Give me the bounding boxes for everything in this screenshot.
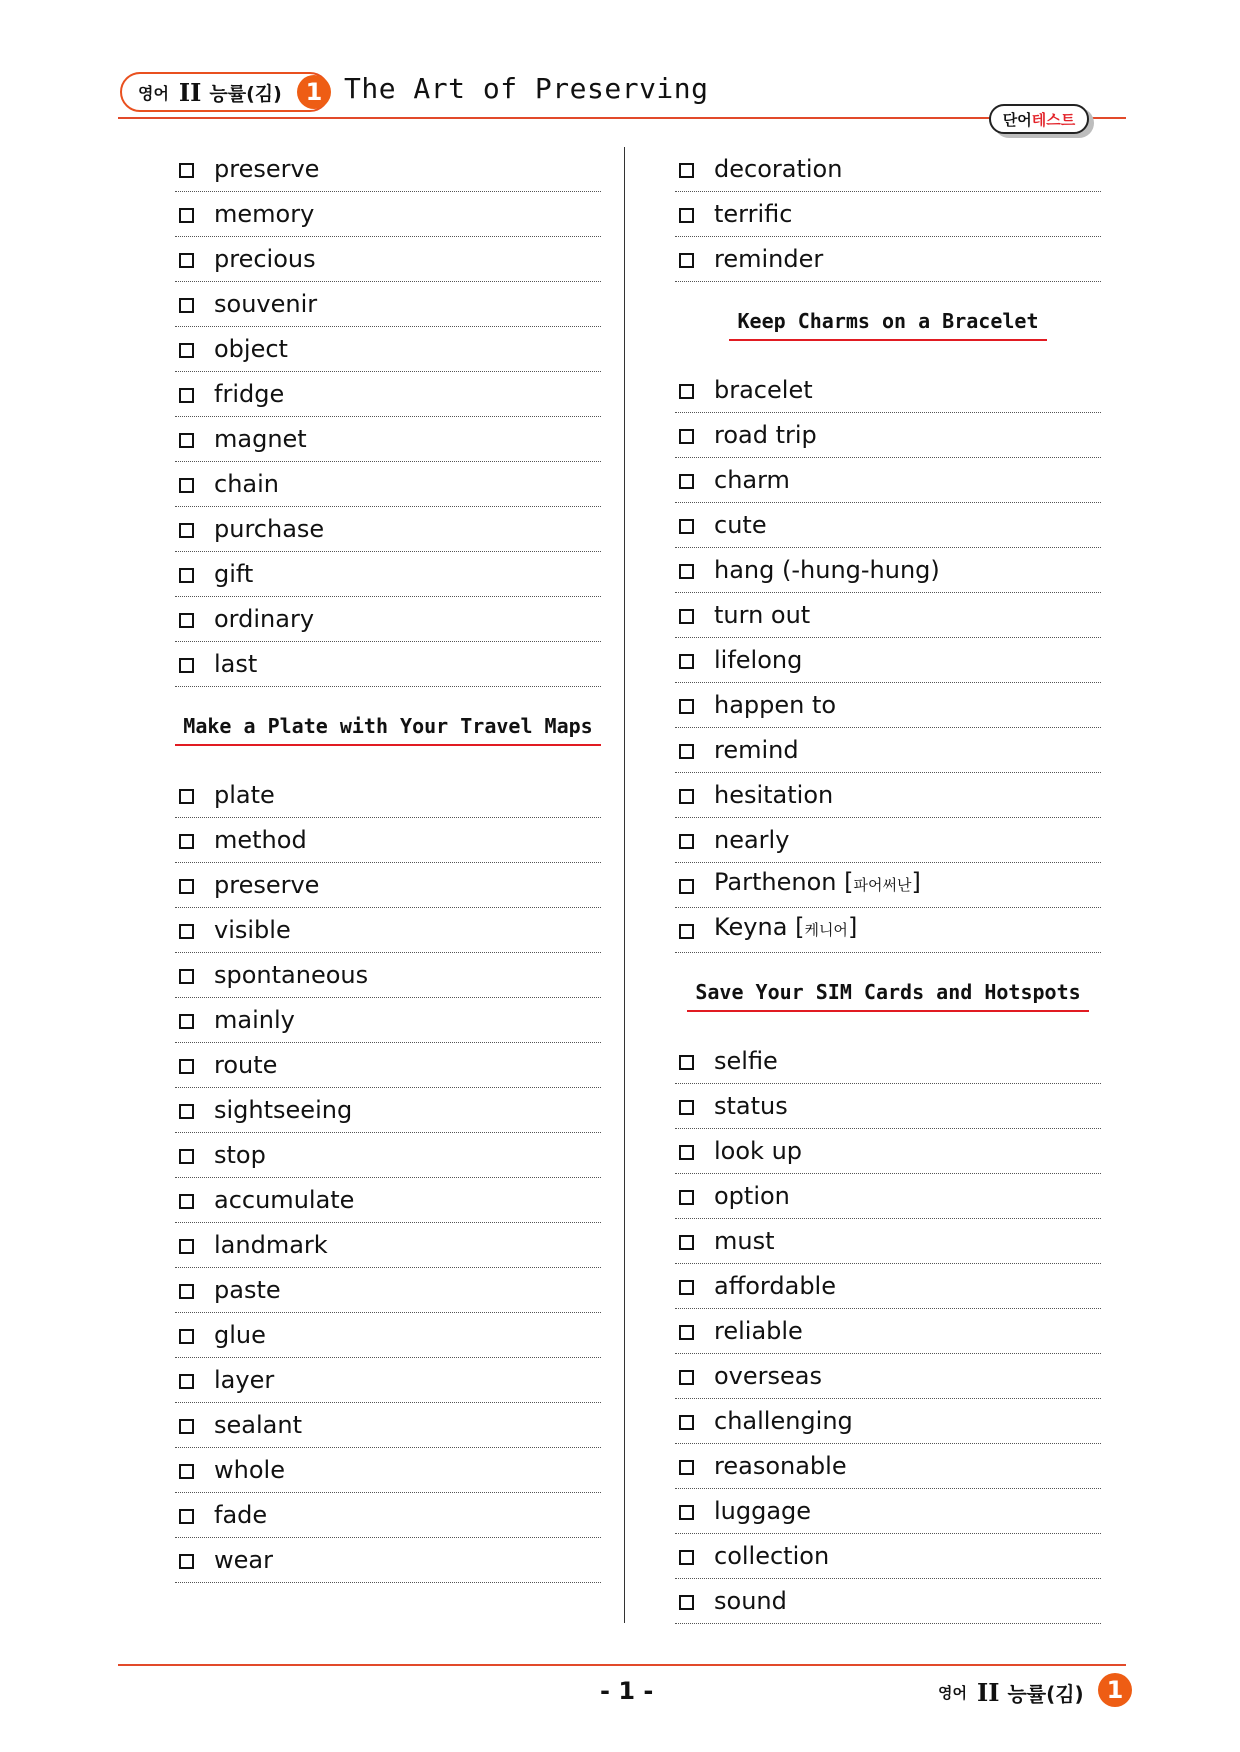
word-row — [675, 1039, 1101, 1084]
checkbox[interactable] — [179, 523, 194, 538]
word-text: sealant — [214, 1411, 302, 1439]
left-word-list-2 — [175, 773, 601, 1583]
checkbox[interactable] — [179, 478, 194, 493]
word-text — [714, 913, 857, 944]
word-text: paste — [214, 1276, 281, 1304]
checkbox[interactable] — [179, 1419, 194, 1434]
pronunciation: 케니어 — [804, 921, 848, 939]
checkbox[interactable] — [179, 658, 194, 673]
word-text: reliable — [714, 1317, 803, 1345]
word-row — [175, 818, 601, 863]
checkbox[interactable] — [679, 1595, 694, 1610]
word-text: sound — [714, 1587, 787, 1615]
word-text: turn out — [714, 601, 811, 629]
checkbox[interactable] — [679, 1550, 694, 1565]
word-row — [675, 1579, 1101, 1624]
word-text: magnet — [214, 425, 307, 453]
checkbox[interactable] — [679, 1100, 694, 1115]
bracket: [ — [844, 868, 854, 896]
word-row — [675, 1534, 1101, 1579]
word-row — [675, 728, 1101, 773]
word-row — [175, 1043, 601, 1088]
word-row — [675, 1264, 1101, 1309]
checkbox[interactable] — [679, 564, 694, 579]
checkbox[interactable] — [679, 1145, 694, 1160]
word-text: plate — [214, 781, 275, 809]
checkbox[interactable] — [679, 1055, 694, 1070]
checkbox[interactable] — [679, 699, 694, 714]
word-row — [675, 1354, 1101, 1399]
word-row — [175, 1268, 601, 1313]
word-text: wear — [214, 1546, 273, 1574]
word-text: preserve — [214, 871, 320, 899]
checkbox[interactable] — [179, 253, 194, 268]
word-row — [675, 1444, 1101, 1489]
word-row — [175, 1088, 601, 1133]
word-row — [175, 998, 601, 1043]
checkbox[interactable] — [179, 613, 194, 628]
right-word-list-2 — [675, 368, 1101, 863]
checkbox[interactable] — [179, 924, 194, 939]
word-text — [714, 868, 921, 899]
footer-subject-roman: II — [976, 1678, 1000, 1707]
word-row — [175, 908, 601, 953]
word-text: ordinary — [214, 605, 315, 633]
footer-subject-small: 영어 — [938, 1684, 967, 1702]
checkbox[interactable] — [179, 1464, 194, 1479]
checkbox[interactable] — [679, 654, 694, 669]
checkbox[interactable] — [679, 1280, 694, 1295]
word-row — [175, 773, 601, 818]
word-text: landmark — [214, 1231, 328, 1259]
word-text: method — [214, 826, 307, 854]
checkbox[interactable] — [679, 474, 694, 489]
word-row — [175, 1133, 601, 1178]
checkbox[interactable] — [179, 1104, 194, 1119]
word-row — [175, 192, 601, 237]
word-text: visible — [214, 916, 291, 944]
word-text: must — [714, 1227, 775, 1255]
word-row — [675, 192, 1101, 237]
word-label: Keyna — [714, 913, 788, 941]
checkbox[interactable] — [179, 969, 194, 984]
word-row — [675, 1174, 1101, 1219]
word-text: mainly — [214, 1006, 295, 1034]
word-row — [675, 1489, 1101, 1534]
word-text: look up — [714, 1137, 803, 1165]
checkbox[interactable] — [679, 1505, 694, 1520]
word-label: Parthenon — [714, 868, 837, 896]
word-test-badge — [989, 104, 1089, 134]
section-heading-bracelet — [675, 282, 1101, 368]
word-row — [675, 683, 1101, 728]
checkbox[interactable] — [179, 1194, 194, 1209]
checkbox[interactable] — [179, 789, 194, 804]
subject-small: 영어 — [138, 83, 169, 103]
checkbox[interactable] — [179, 834, 194, 849]
word-row — [675, 1399, 1101, 1444]
word-row — [675, 458, 1101, 503]
word-text: cute — [714, 511, 767, 539]
word-row — [675, 773, 1101, 818]
checkbox[interactable] — [179, 1059, 194, 1074]
word-row — [675, 413, 1101, 458]
pronunciation: 파어써난 — [853, 876, 912, 894]
word-row — [175, 507, 601, 552]
left-column — [175, 147, 601, 1583]
checkbox[interactable] — [179, 1509, 194, 1524]
word-text: collection — [714, 1542, 830, 1570]
bracket: ] — [847, 913, 858, 941]
word-row — [175, 597, 601, 642]
word-text: spontaneous — [214, 961, 369, 989]
checkbox[interactable] — [179, 879, 194, 894]
word-text: memory — [214, 200, 315, 228]
checkbox[interactable] — [679, 208, 694, 223]
checkbox[interactable] — [179, 433, 194, 448]
word-text: road trip — [714, 421, 817, 449]
word-row — [675, 548, 1101, 593]
checkbox[interactable] — [179, 163, 194, 178]
word-row — [675, 1309, 1101, 1354]
footer-subject — [938, 1678, 1084, 1707]
checkbox[interactable] — [679, 1190, 694, 1205]
word-row — [175, 1313, 601, 1358]
checkbox[interactable] — [679, 834, 694, 849]
word-text: gift — [214, 560, 254, 588]
word-text: souvenir — [214, 290, 318, 318]
word-row — [175, 462, 601, 507]
right-word-list-3 — [675, 1039, 1101, 1624]
word-row — [175, 282, 601, 327]
word-text: reasonable — [714, 1452, 847, 1480]
word-text: status — [714, 1092, 788, 1120]
word-text: stop — [214, 1141, 266, 1169]
bracket: ] — [911, 868, 921, 896]
checkbox[interactable] — [179, 568, 194, 583]
word-text: bracelet — [714, 376, 813, 404]
footer-subject-rest: 능률(김) — [1007, 1682, 1084, 1706]
checkbox[interactable] — [679, 1415, 694, 1430]
word-text: object — [214, 335, 288, 363]
checkbox[interactable] — [179, 208, 194, 223]
word-text: challenging — [714, 1407, 853, 1435]
bracket: [ — [795, 913, 805, 941]
word-row — [175, 642, 601, 687]
word-row — [175, 552, 601, 597]
word-text: hang (-hung-hung) — [714, 556, 940, 584]
word-row — [175, 1223, 601, 1268]
badge-text-red: 테스트 — [1031, 110, 1076, 129]
checkbox[interactable] — [179, 1284, 194, 1299]
word-row — [175, 147, 601, 192]
word-text: terrific — [714, 200, 793, 228]
checkbox[interactable] — [179, 1014, 194, 1029]
checkbox[interactable] — [679, 1325, 694, 1340]
word-row — [175, 863, 601, 908]
word-row — [175, 1493, 601, 1538]
header-rule — [118, 117, 1126, 119]
word-row — [675, 908, 1101, 953]
section-title: Keep Charms on a Bracelet — [729, 309, 1046, 341]
word-row — [675, 1084, 1101, 1129]
word-row — [175, 327, 601, 372]
word-text: overseas — [714, 1362, 822, 1390]
word-text: fade — [214, 1501, 268, 1529]
word-row — [175, 417, 601, 462]
checkbox[interactable] — [179, 1329, 194, 1344]
checkbox[interactable] — [179, 343, 194, 358]
word-row — [675, 1129, 1101, 1174]
checkbox[interactable] — [679, 519, 694, 534]
section-heading-sim-cards — [675, 953, 1101, 1039]
page-title: The Art of Preserving — [344, 72, 709, 105]
right-word-list-1 — [675, 147, 1101, 282]
word-text: reminder — [714, 245, 824, 273]
word-row — [175, 372, 601, 417]
checkbox[interactable] — [679, 253, 694, 268]
column-divider — [624, 147, 625, 1623]
checkbox[interactable] — [179, 388, 194, 403]
word-row — [175, 1448, 601, 1493]
right-column — [675, 147, 1101, 1624]
checkbox[interactable] — [679, 1235, 694, 1250]
word-text: layer — [214, 1366, 275, 1394]
page-number: - 1 - — [600, 1677, 654, 1705]
word-text: lifelong — [714, 646, 803, 674]
checkbox[interactable] — [179, 298, 194, 313]
checkbox[interactable] — [679, 1460, 694, 1475]
word-row — [675, 237, 1101, 282]
checkbox[interactable] — [179, 1239, 194, 1254]
word-text: preserve — [214, 155, 320, 183]
left-word-list-1 — [175, 147, 601, 687]
subject-roman: II — [178, 77, 202, 107]
section-heading-travel-maps — [175, 687, 601, 773]
word-row — [675, 863, 1101, 908]
section-title: Make a Plate with Your Travel Maps — [175, 714, 600, 746]
checkbox[interactable] — [179, 1374, 194, 1389]
word-row — [675, 503, 1101, 548]
checkbox[interactable] — [679, 163, 694, 178]
word-text: luggage — [714, 1497, 812, 1525]
checkbox[interactable] — [679, 384, 694, 399]
word-row — [175, 1358, 601, 1403]
word-row — [675, 638, 1101, 683]
checkbox[interactable] — [679, 744, 694, 759]
footer-rule — [118, 1664, 1126, 1666]
word-row — [175, 1403, 601, 1448]
checkbox[interactable] — [679, 879, 694, 894]
word-row — [175, 237, 601, 282]
checkbox[interactable] — [179, 1554, 194, 1569]
word-text: happen to — [714, 691, 837, 719]
word-text: purchase — [214, 515, 325, 543]
word-text: fridge — [214, 380, 285, 408]
subject-rest: 능률(김) — [209, 82, 282, 105]
word-text: remind — [714, 736, 799, 764]
word-text: accumulate — [214, 1186, 355, 1214]
checkbox[interactable] — [679, 789, 694, 804]
word-row — [675, 147, 1101, 192]
word-row — [175, 953, 601, 998]
lesson-number-badge: 1 — [297, 75, 331, 109]
word-text: nearly — [714, 826, 790, 854]
checkbox[interactable] — [679, 1370, 694, 1385]
word-text: decoration — [714, 155, 843, 183]
word-row — [675, 593, 1101, 638]
section-title: Save Your SIM Cards and Hotspots — [687, 980, 1088, 1012]
badge-text-black: 단어 — [1002, 110, 1032, 129]
footer-lesson-badge: 1 — [1098, 1673, 1132, 1707]
word-row — [675, 818, 1101, 863]
word-row — [675, 1219, 1101, 1264]
word-text: hesitation — [714, 781, 834, 809]
word-text: charm — [714, 466, 790, 494]
checkbox[interactable] — [679, 429, 694, 444]
word-text: sightseeing — [214, 1096, 353, 1124]
word-text: option — [714, 1182, 790, 1210]
word-text: route — [214, 1051, 278, 1079]
word-text: chain — [214, 470, 279, 498]
word-text: glue — [214, 1321, 266, 1349]
word-row — [175, 1538, 601, 1583]
word-text: selfie — [714, 1047, 778, 1075]
checkbox[interactable] — [179, 1149, 194, 1164]
checkbox[interactable] — [679, 924, 694, 939]
word-text: whole — [214, 1456, 285, 1484]
word-row — [675, 368, 1101, 413]
word-text: last — [214, 650, 258, 678]
word-text: precious — [214, 245, 316, 273]
word-row — [175, 1178, 601, 1223]
word-text: affordable — [714, 1272, 836, 1300]
checkbox[interactable] — [679, 609, 694, 624]
